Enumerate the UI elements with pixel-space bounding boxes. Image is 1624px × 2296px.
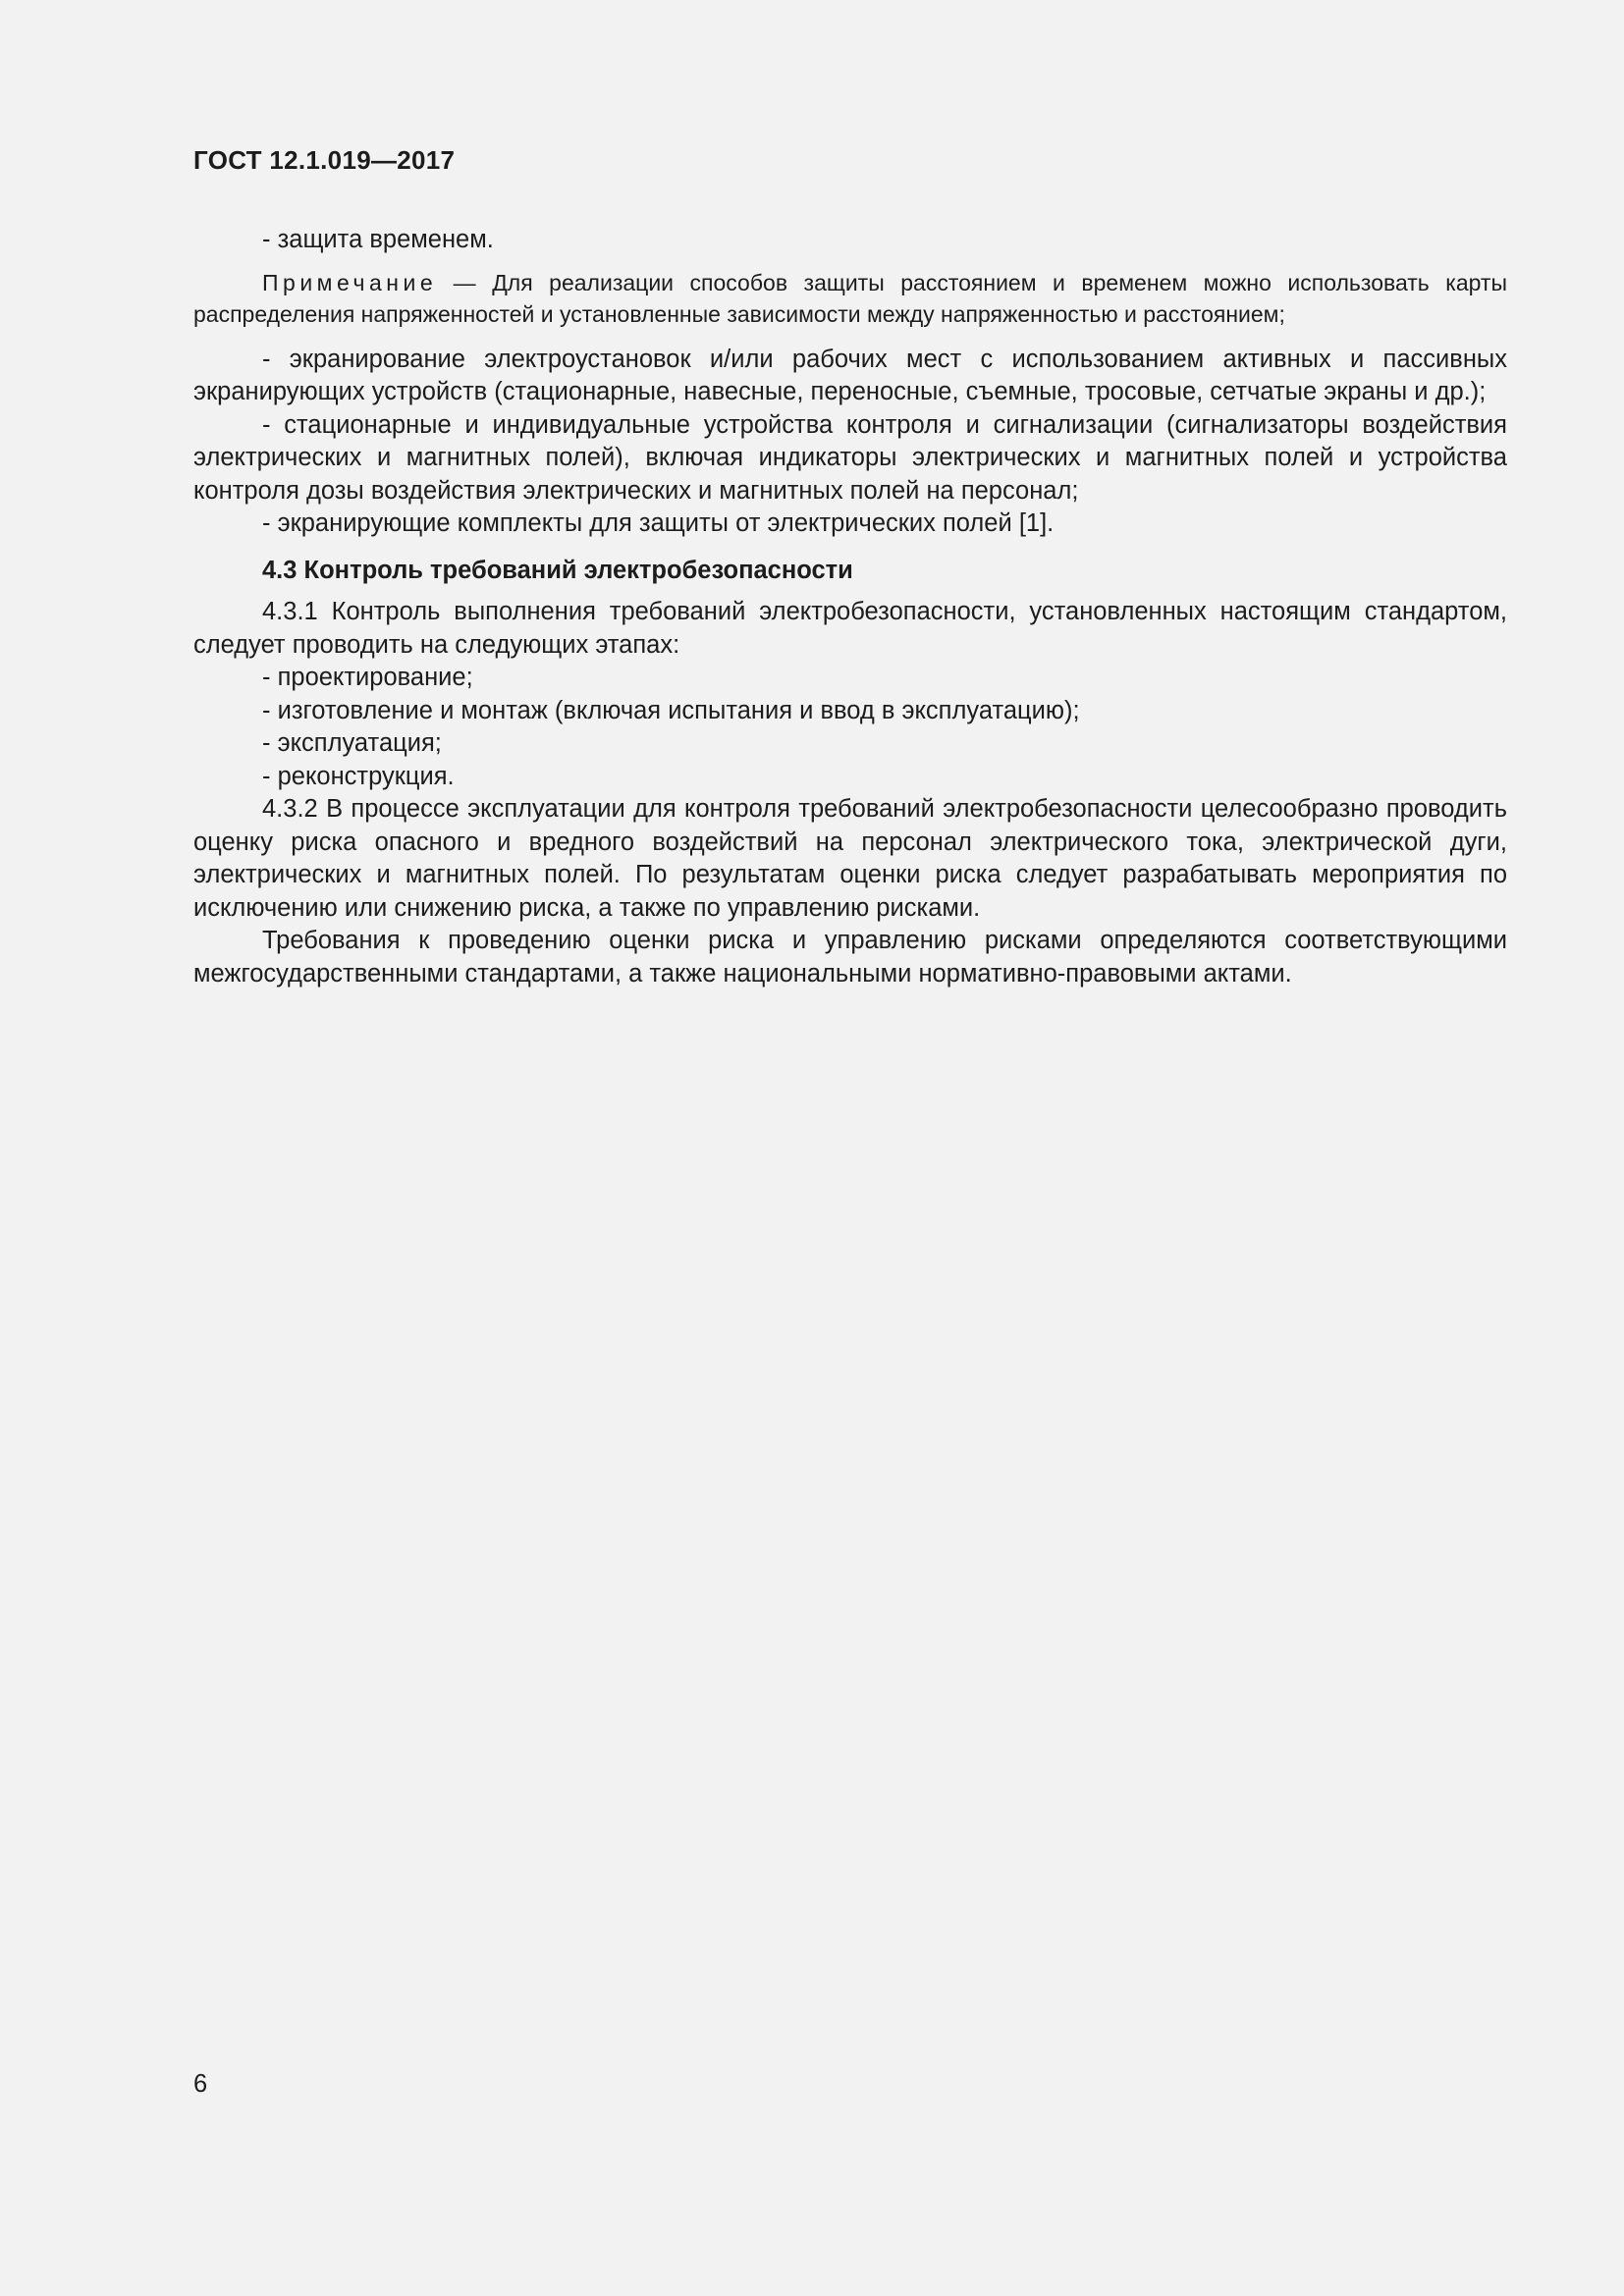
- paragraph-requirements: Требования к проведению оценки риска и управлению рисками определяются соответствующими межгосударственными стандартами, а также национальными нормативно-правовыми актами.: [193, 927, 1507, 988]
- list-item-stage: - реконструкция.: [262, 762, 455, 790]
- page-header-standard-code: ГОСТ 12.1.019—2017: [193, 145, 456, 175]
- page-body: [193, 224, 1507, 990]
- list-item-monitoring-devices: - стационарные и индивидуальные устройства контроля и сигнализации (сигнализаторы воздействия электрических и магнитных полей), включая индикаторы электрических и магнитных полей и устройства контроля дозы воздействия электрических и магнитных полей на персонал;: [193, 410, 1507, 505]
- paragraph-4-3-2: 4.3.2 В процессе эксплуатации для контроля требований электробезопасности целесообразно проводить оценку риска опасного и вредного воздействий на персонал электрического тока, электрической дуги, электрических и магнитных полей. По результатам оценки риска следует разрабатывать мероприятия по исключению или снижению риска, а также по управлению рисками.: [193, 795, 1507, 922]
- note-text: — Для реализации способов защиты расстоянием и временем можно использовать карты распределения напряженностей и установленные зависимости между напряженностью и расстоянием;: [193, 269, 1507, 327]
- page-number: 6: [193, 2070, 208, 2098]
- list-item-stage: - эксплуатация;: [262, 729, 442, 757]
- list-item-shielding-kits: - экранирующие комплекты для защиты от электрических полей [1].: [262, 509, 1055, 537]
- list-item-time-protection: - защита временем.: [262, 226, 494, 253]
- list-item-stage: - изготовление и монтаж (включая испытания и ввод в эксплуатацию);: [262, 696, 1080, 724]
- note-label: Примечание: [262, 269, 438, 295]
- section-heading-4-3: 4.3 Контроль требований электробезопасности: [262, 556, 853, 584]
- note-paragraph: [193, 267, 1507, 330]
- paragraph-4-3-1: 4.3.1 Контроль выполнения требований электробезопасности, установленных настоящим стандартом, следует проводить на следующих этапах:: [193, 598, 1507, 659]
- list-item-shielding: - экранирование электроустановок и/или рабочих мест с использованием активных и пассивных экранирующих устройств (стационарные, навесные, переносные, съемные, тросовые, сетчатые экраны и др.);: [193, 345, 1507, 405]
- list-item-stage: - проектирование;: [262, 664, 473, 691]
